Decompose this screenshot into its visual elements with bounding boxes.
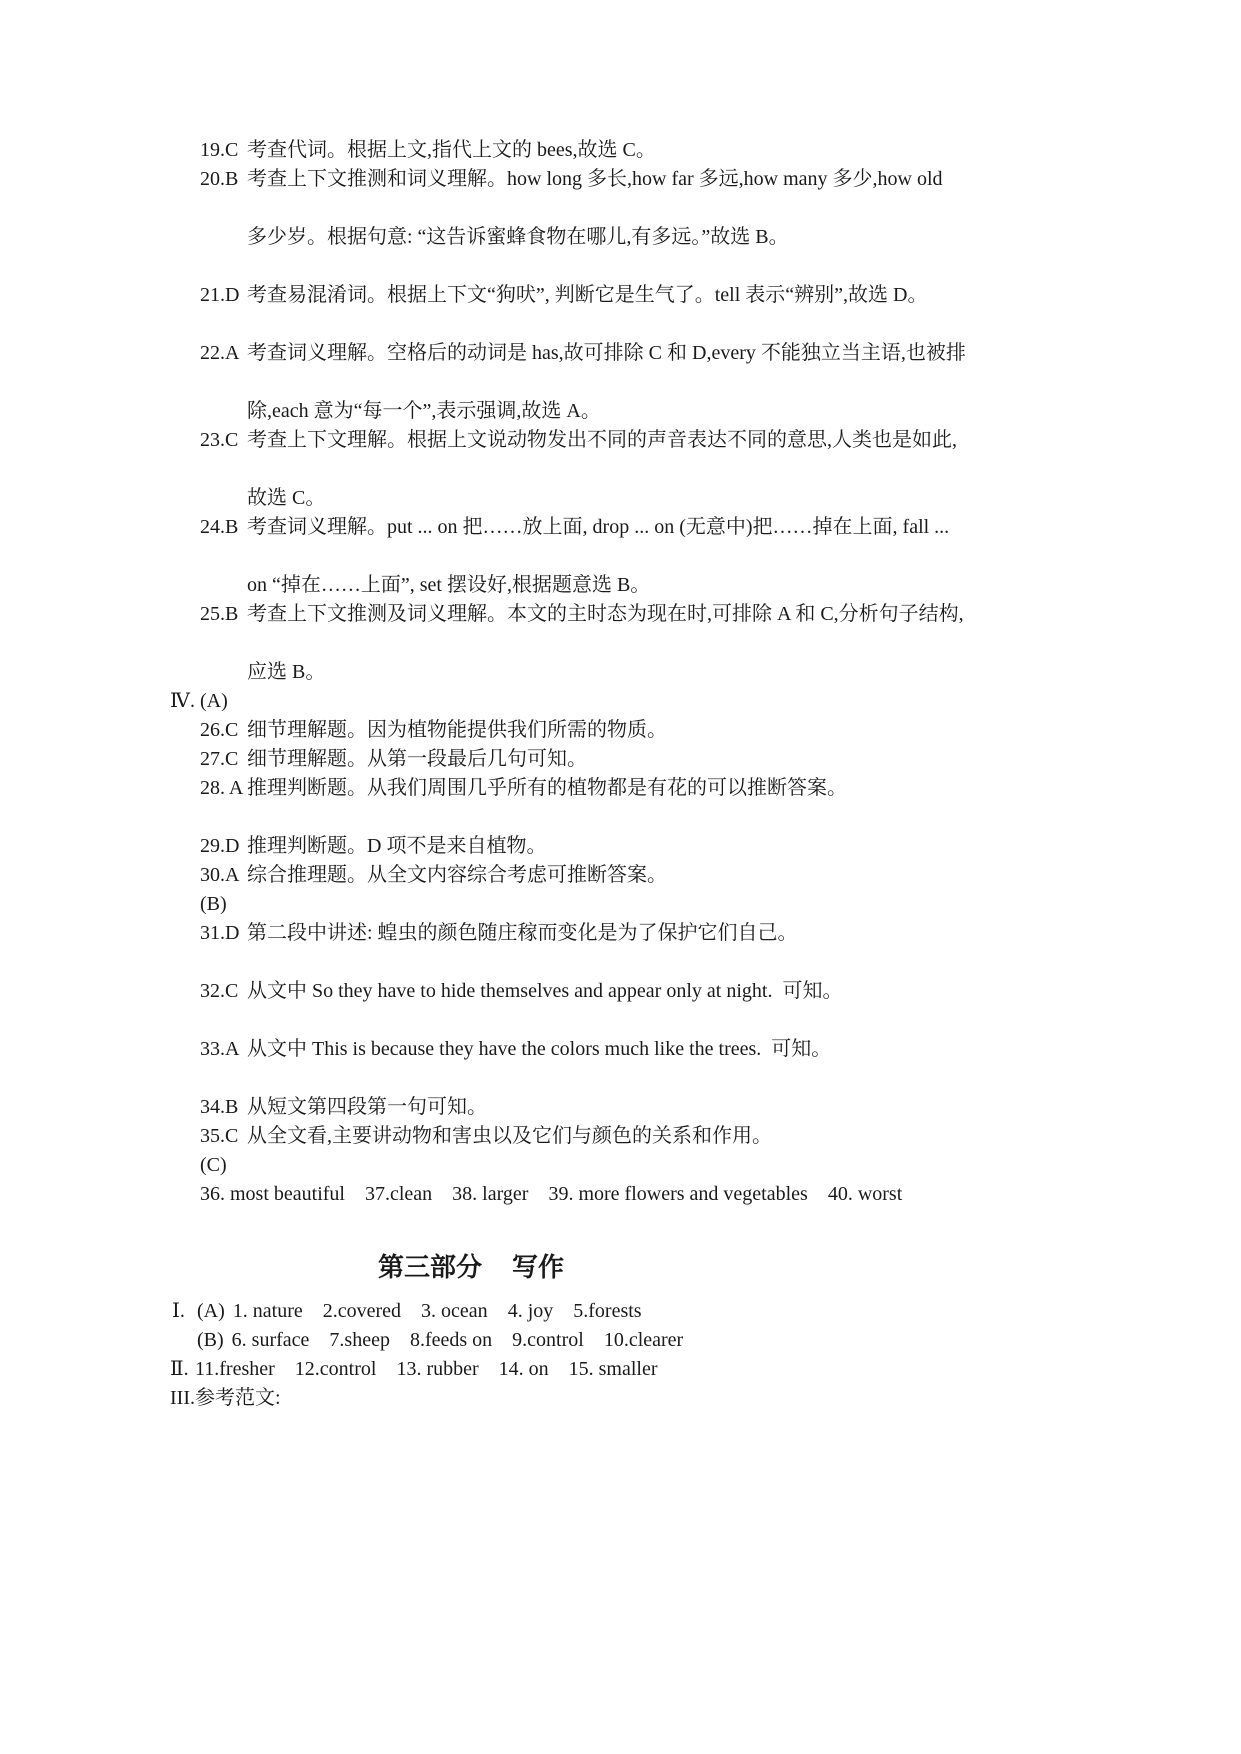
answer-number: 24.B <box>200 516 239 538</box>
answer-34 <box>200 1093 487 1122</box>
writing-answer-12: 12.control <box>294 1358 377 1380</box>
answer-24-continued: on “掉在……上面”, set 摆设好,根据题意选 B。 <box>247 574 651 596</box>
answer-32 <box>200 977 842 1006</box>
answer-25 <box>200 600 964 629</box>
writing-answer-10: 10.clearer <box>603 1329 684 1351</box>
writing-answer-11: 11.fresher <box>195 1358 275 1380</box>
answer-explanation: 考查易混淆词。根据上下文“狗吠”, 判断它是生气了。tell 表示“辨别”,故选 D。 <box>247 284 928 306</box>
writing-section-2 <box>170 1355 658 1384</box>
writing-answer-15: 15. smaller <box>568 1358 658 1380</box>
answer-33 <box>200 1035 831 1064</box>
section-numeral: Ⅱ. <box>170 1358 189 1380</box>
answer-24 <box>200 513 949 542</box>
writing-section-1-part-b <box>197 1326 683 1355</box>
part-c-answers <box>200 1180 902 1209</box>
answer-explanation: 从短文第四段第一句可知。 <box>247 1096 487 1118</box>
answer-39: 39. more flowers and vegetables <box>548 1183 808 1205</box>
answer-number: 25.B <box>200 603 239 625</box>
answer-explanation: 从文中 So they have to hide themselves and appear only at night. 可知。 <box>247 980 843 1002</box>
answer-explanation: 考查词义理解。put ... on 把……放上面, drop ... on (无意中)把……掉在上面, fall ... <box>247 516 950 538</box>
answer-number: 23.C <box>200 429 239 451</box>
answer-40: 40. worst <box>827 1183 903 1205</box>
answer-29 <box>200 832 546 861</box>
answer-explanation: 考查上下文推测及词义理解。本文的主时态为现在时,可排除 A 和 C,分析句子结构, <box>247 603 964 625</box>
answer-37: 37.clean <box>364 1183 433 1205</box>
writing-answer-5: 5.forests <box>573 1300 642 1322</box>
writing-section-1-part-a <box>172 1297 642 1326</box>
answer-explanation: 考查代词。根据上文,指代上文的 bees,故选 C。 <box>247 139 656 161</box>
answer-number: 30.A <box>200 864 240 886</box>
answer-explanation: 从文中 This is because they have the colors much like the trees. 可知。 <box>247 1038 832 1060</box>
answer-27 <box>200 745 587 774</box>
answer-22 <box>200 339 966 368</box>
answer-number: 29.D <box>200 835 240 857</box>
part-label: (A) <box>199 690 228 712</box>
writing-answer-14: 14. on <box>498 1358 549 1380</box>
writing-answer-8: 8.feeds on <box>409 1329 493 1351</box>
answer-number: 20.B <box>200 168 239 190</box>
writing-answer-13: 13. rubber <box>396 1358 479 1380</box>
answer-36: 36. most beautiful <box>200 1183 345 1205</box>
answer-explanation: 综合推理题。从全文内容综合考虑可推断答案。 <box>247 864 667 886</box>
answer-explanation: 推理判断题。从我们周围几乎所有的植物都是有花的可以推断答案。 <box>247 777 847 799</box>
answer-number: 19.C <box>200 139 239 161</box>
answer-22-continued: 除,each 意为“每一个”,表示强调,故选 A。 <box>247 400 601 422</box>
sample-essay-label: 参考范文: <box>194 1387 281 1409</box>
writing-answer-1: 1. nature <box>232 1300 303 1322</box>
answer-38: 38. larger <box>452 1183 529 1205</box>
answer-number: 21.D <box>200 284 240 306</box>
answer-23-continued: 故选 C。 <box>247 487 326 509</box>
answer-31 <box>200 919 798 948</box>
section-numeral: III. <box>170 1387 195 1409</box>
writing-section-heading <box>378 1250 564 1286</box>
part-label: (B) <box>197 1329 224 1351</box>
writing-answer-3: 3. ocean <box>421 1300 488 1322</box>
writing-answer-9: 9.control <box>512 1329 584 1351</box>
writing-answer-4: 4. joy <box>507 1300 554 1322</box>
answer-26 <box>200 716 667 745</box>
answer-number: 26.C <box>200 719 239 741</box>
writing-answer-2: 2.covered <box>322 1300 402 1322</box>
answer-21 <box>200 281 928 310</box>
answer-explanation: 考查上下文推测和词义理解。how long 多长,how far 多远,how many 多少,how old <box>247 168 943 190</box>
answer-explanation: 考查词义理解。空格后的动词是 has,故可排除 C 和 D,every 不能独立当主语,也被排 <box>247 342 966 364</box>
answer-explanation: 细节理解题。因为植物能提供我们所需的物质。 <box>247 719 667 741</box>
answer-number: 22.A <box>200 342 240 364</box>
answer-20 <box>200 165 943 194</box>
answer-20-continued: 多少岁。根据句意: “这告诉蜜蜂食物在哪儿,有多远。”故选 B。 <box>247 226 789 248</box>
answer-explanation: 考查上下文理解。根据上文说动物发出不同的声音表达不同的意思,人类也是如此, <box>247 429 957 451</box>
answer-number: 28. A <box>200 777 244 799</box>
answer-30 <box>200 861 667 890</box>
reading-section-heading <box>170 687 228 716</box>
answer-number: 32.C <box>200 980 239 1002</box>
answer-19 <box>200 136 656 165</box>
part-b-label: (B) <box>200 893 227 915</box>
heading-title: 写作 <box>512 1253 565 1282</box>
answer-number: 31.D <box>200 922 240 944</box>
answer-number: 35.C <box>200 1125 239 1147</box>
answer-number: 27.C <box>200 748 239 770</box>
answer-23 <box>200 426 957 455</box>
answer-25-continued: 应选 B。 <box>247 661 326 683</box>
answer-explanation: 推理判断题。D 项不是来自植物。 <box>247 835 547 857</box>
answer-explanation: 细节理解题。从第一段最后几句可知。 <box>247 748 587 770</box>
section-numeral: Ⅰ. <box>172 1300 185 1322</box>
part-label: (A) <box>197 1300 225 1322</box>
answer-explanation: 第二段中讲述: 蝗虫的颜色随庄稼而变化是为了保护它们自己。 <box>247 922 798 944</box>
part-c-label: (C) <box>200 1154 227 1176</box>
heading-part: 第三部分 <box>378 1253 483 1282</box>
section-numeral: Ⅳ. <box>170 690 195 712</box>
answer-28 <box>200 774 847 803</box>
answer-number: 33.A <box>200 1038 240 1060</box>
answer-explanation: 从全文看,主要讲动物和害虫以及它们与颜色的关系和作用。 <box>247 1125 772 1147</box>
answer-number: 34.B <box>200 1096 239 1118</box>
answer-35 <box>200 1122 772 1151</box>
writing-section-3 <box>170 1384 281 1413</box>
writing-answer-7: 7.sheep <box>329 1329 390 1351</box>
writing-answer-6: 6. surface <box>231 1329 310 1351</box>
